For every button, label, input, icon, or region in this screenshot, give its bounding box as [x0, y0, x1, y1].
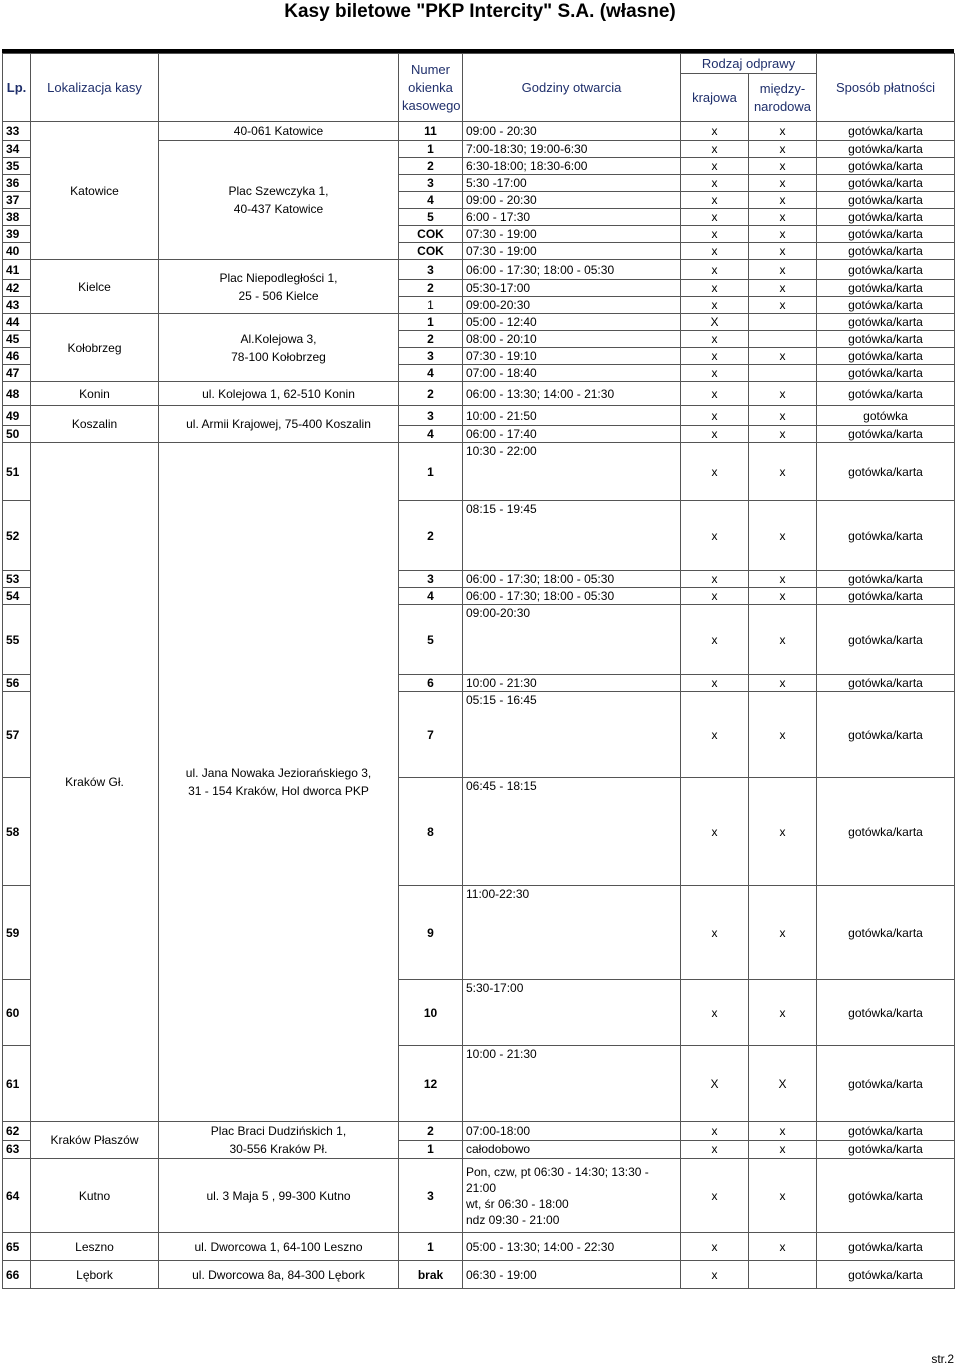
international-mark: x: [749, 141, 817, 158]
domestic-mark: x: [681, 141, 749, 158]
payment-method: gotówka/karta: [817, 175, 955, 192]
row-number: 66: [3, 1261, 31, 1289]
international-mark: x: [749, 886, 817, 980]
international-mark: [749, 314, 817, 331]
domestic-mark: x: [681, 406, 749, 426]
domestic-mark: X: [681, 1046, 749, 1122]
payment-method: gotówka/karta: [817, 226, 955, 243]
window-number: 2: [399, 501, 463, 571]
window-number: 1: [399, 314, 463, 331]
international-mark: x: [749, 501, 817, 571]
opening-hours: Pon, czw, pt 06:30 - 14:30; 13:30 - 21:00 wt, śr 06:30 - 18:00 ndz 09:30 - 21:00: [463, 1159, 681, 1233]
international-mark: x: [749, 1159, 817, 1233]
table-row: [3, 122, 955, 141]
opening-hours: 10:30 - 22:00: [463, 443, 681, 501]
domestic-mark: x: [681, 192, 749, 209]
payment-method: gotówka/karta: [817, 348, 955, 365]
payment-method: gotówka/karta: [817, 675, 955, 692]
payment-method: gotówka/karta: [817, 297, 955, 314]
international-mark: x: [749, 1233, 817, 1261]
window-number: 10: [399, 980, 463, 1046]
opening-hours: 05:00 - 13:30; 14:00 - 22:30: [463, 1233, 681, 1261]
ticket-office-table: [2, 53, 955, 1289]
col-header-domestic: krajowa: [681, 74, 749, 122]
payment-method: gotówka/karta: [817, 243, 955, 260]
payment-method: gotówka/karta: [817, 501, 955, 571]
row-number: 33: [3, 122, 31, 141]
payment-method: gotówka/karta: [817, 1046, 955, 1122]
col-header-window: Numer okienka kasowego: [399, 54, 463, 122]
window-number: 1: [399, 443, 463, 501]
international-mark: x: [749, 348, 817, 365]
opening-hours: 07:00-18:00: [463, 1122, 681, 1141]
row-number: 63: [3, 1140, 31, 1159]
opening-hours: 07:30 - 19:00: [463, 226, 681, 243]
window-number: 6: [399, 675, 463, 692]
opening-hours: 5:30 -17:00: [463, 175, 681, 192]
window-number: 4: [399, 588, 463, 605]
window-number: 12: [399, 1046, 463, 1122]
row-number: 40: [3, 243, 31, 260]
window-number: 1: [399, 1233, 463, 1261]
international-mark: x: [749, 675, 817, 692]
domestic-mark: x: [681, 348, 749, 365]
international-mark: x: [749, 260, 817, 280]
table-row: [3, 260, 955, 280]
row-number: 41: [3, 260, 31, 280]
city-name: Kutno: [31, 1159, 159, 1233]
payment-method: gotówka/karta: [817, 260, 955, 280]
international-mark: x: [749, 426, 817, 443]
col-header-lp: Lp.: [3, 54, 31, 122]
window-number: 3: [399, 571, 463, 588]
address: ul. Dworcowa 8a, 84-300 Lębork: [159, 1261, 399, 1289]
payment-method: gotówka/karta: [817, 382, 955, 406]
row-number: 35: [3, 158, 31, 175]
col-header-hours: Godziny otwarcia: [463, 54, 681, 122]
payment-method: gotówka/karta: [817, 158, 955, 175]
window-number: 1: [399, 141, 463, 158]
opening-hours: 06:00 - 17:40: [463, 426, 681, 443]
address: Plac Braci Dudzińskich 1, 30-556 Kraków Pł.: [159, 1122, 399, 1159]
payment-method: gotówka/karta: [817, 778, 955, 886]
address: Plac Niepodległości 1, 25 - 506 Kielce: [159, 260, 399, 314]
international-mark: x: [749, 778, 817, 886]
row-number: 60: [3, 980, 31, 1046]
payment-method: gotówka/karta: [817, 365, 955, 382]
opening-hours: 09:00-20:30: [463, 297, 681, 314]
address: 40-061 Katowice: [159, 122, 399, 141]
international-mark: x: [749, 226, 817, 243]
international-mark: x: [749, 209, 817, 226]
international-mark: x: [749, 158, 817, 175]
payment-method: gotówka/karta: [817, 1261, 955, 1289]
city-name: Koszalin: [31, 406, 159, 443]
international-mark: x: [749, 175, 817, 192]
domestic-mark: x: [681, 443, 749, 501]
payment-method: gotówka/karta: [817, 588, 955, 605]
row-number: 34: [3, 141, 31, 158]
payment-method: gotówka/karta: [817, 1140, 955, 1159]
payment-method: gotówka/karta: [817, 443, 955, 501]
row-number: 39: [3, 226, 31, 243]
address: ul. Jana Nowaka Jeziorańskiego 3, 31 - 154 Kraków, Hol dworca PKP: [159, 443, 399, 1122]
window-number: 4: [399, 426, 463, 443]
table-row: [3, 314, 955, 331]
col-header-ticket-type: Rodzaj odprawy: [681, 54, 817, 74]
window-number: 11: [399, 122, 463, 141]
opening-hours: 09:00 - 20:30: [463, 122, 681, 141]
row-number: 54: [3, 588, 31, 605]
payment-method: gotówka/karta: [817, 571, 955, 588]
table-row: [3, 1261, 955, 1289]
payment-method: gotówka/karta: [817, 1233, 955, 1261]
international-mark: x: [749, 692, 817, 778]
window-number: 4: [399, 365, 463, 382]
window-number: 2: [399, 331, 463, 348]
payment-method: gotówka/karta: [817, 692, 955, 778]
city-name: Kraków Płaszów: [31, 1122, 159, 1159]
opening-hours: 09:00-20:30: [463, 605, 681, 675]
city-name: Kraków Gł.: [31, 443, 159, 1122]
row-number: 48: [3, 382, 31, 406]
window-number: 2: [399, 280, 463, 297]
row-number: 65: [3, 1233, 31, 1261]
international-mark: X: [749, 1046, 817, 1122]
payment-method: gotówka/karta: [817, 331, 955, 348]
window-number: 2: [399, 1122, 463, 1141]
window-number: 4: [399, 192, 463, 209]
city-name: Kielce: [31, 260, 159, 314]
international-mark: x: [749, 280, 817, 297]
opening-hours: 06:00 - 17:30; 18:00 - 05:30: [463, 571, 681, 588]
international-mark: x: [749, 297, 817, 314]
opening-hours: 07:30 - 19:10: [463, 348, 681, 365]
city-name: Kołobrzeg: [31, 314, 159, 382]
window-number: 3: [399, 348, 463, 365]
payment-method: gotówka/karta: [817, 192, 955, 209]
row-number: 50: [3, 426, 31, 443]
window-number: 5: [399, 605, 463, 675]
domestic-mark: x: [681, 243, 749, 260]
opening-hours: 05:30-17:00: [463, 280, 681, 297]
international-mark: x: [749, 1140, 817, 1159]
row-number: 43: [3, 297, 31, 314]
row-number: 52: [3, 501, 31, 571]
domestic-mark: x: [681, 158, 749, 175]
window-number: 7: [399, 692, 463, 778]
opening-hours: całodobowo: [463, 1140, 681, 1159]
opening-hours: 06:45 - 18:15: [463, 778, 681, 886]
table-row: [3, 1159, 955, 1233]
international-mark: x: [749, 588, 817, 605]
opening-hours: 11:00-22:30: [463, 886, 681, 980]
table-row: [3, 406, 955, 426]
address: Plac Szewczyka 1, 40-437 Katowice: [159, 141, 399, 260]
table-row: [3, 443, 955, 501]
table-row: [3, 382, 955, 406]
opening-hours: 06:30 - 19:00: [463, 1261, 681, 1289]
international-mark: [749, 365, 817, 382]
window-number: 2: [399, 382, 463, 406]
row-number: 51: [3, 443, 31, 501]
domestic-mark: x: [681, 1261, 749, 1289]
opening-hours: 08:15 - 19:45: [463, 501, 681, 571]
domestic-mark: x: [681, 175, 749, 192]
table-row: [3, 1122, 955, 1141]
payment-method: gotówka/karta: [817, 605, 955, 675]
window-number: COK: [399, 243, 463, 260]
city-name: Katowice: [31, 122, 159, 260]
domestic-mark: x: [681, 426, 749, 443]
col-header-location: Lokalizacja kasy: [31, 54, 159, 122]
row-number: 58: [3, 778, 31, 886]
window-number: COK: [399, 226, 463, 243]
international-mark: x: [749, 571, 817, 588]
international-mark: x: [749, 122, 817, 141]
domestic-mark: x: [681, 365, 749, 382]
address: ul. Dworcowa 1, 64-100 Leszno: [159, 1233, 399, 1261]
international-mark: x: [749, 1122, 817, 1141]
row-number: 49: [3, 406, 31, 426]
payment-method: gotówka/karta: [817, 426, 955, 443]
window-number: 1: [399, 1140, 463, 1159]
window-number: 3: [399, 406, 463, 426]
opening-hours: 06:00 - 13:30; 14:00 - 21:30: [463, 382, 681, 406]
international-mark: x: [749, 980, 817, 1046]
row-number: 61: [3, 1046, 31, 1122]
page-title: Kasy biletowe "PKP Intercity" S.A. (własne): [284, 1, 676, 22]
domestic-mark: x: [681, 778, 749, 886]
international-mark: x: [749, 406, 817, 426]
city-name: Lębork: [31, 1261, 159, 1289]
window-number: 9: [399, 886, 463, 980]
payment-method: gotówka/karta: [817, 280, 955, 297]
domestic-mark: x: [681, 886, 749, 980]
payment-method: gotówka/karta: [817, 122, 955, 141]
international-mark: [749, 1261, 817, 1289]
opening-hours: 06:00 - 17:30; 18:00 - 05:30: [463, 260, 681, 280]
domestic-mark: x: [681, 1122, 749, 1141]
address: ul. Kolejowa 1, 62-510 Konin: [159, 382, 399, 406]
domestic-mark: x: [681, 588, 749, 605]
international-mark: x: [749, 192, 817, 209]
row-number: 37: [3, 192, 31, 209]
page-number: str.2: [931, 1352, 954, 1366]
row-number: 47: [3, 365, 31, 382]
payment-method: gotówka/karta: [817, 141, 955, 158]
row-number: 45: [3, 331, 31, 348]
domestic-mark: x: [681, 1140, 749, 1159]
row-number: 38: [3, 209, 31, 226]
domestic-mark: x: [681, 571, 749, 588]
international-mark: x: [749, 605, 817, 675]
domestic-mark: x: [681, 260, 749, 280]
domestic-mark: x: [681, 501, 749, 571]
opening-hours: 10:00 - 21:30: [463, 1046, 681, 1122]
city-name: Leszno: [31, 1233, 159, 1261]
payment-method: gotówka/karta: [817, 1122, 955, 1141]
row-number: 59: [3, 886, 31, 980]
opening-hours: 10:00 - 21:50: [463, 406, 681, 426]
city-name: Konin: [31, 382, 159, 406]
window-number: 8: [399, 778, 463, 886]
payment-method: gotówka/karta: [817, 1159, 955, 1233]
opening-hours: 5:30-17:00: [463, 980, 681, 1046]
domestic-mark: x: [681, 122, 749, 141]
domestic-mark: x: [681, 1159, 749, 1233]
domestic-mark: x: [681, 980, 749, 1046]
international-mark: [749, 331, 817, 348]
domestic-mark: x: [681, 605, 749, 675]
row-number: 64: [3, 1159, 31, 1233]
row-number: 55: [3, 605, 31, 675]
opening-hours: 08:00 - 20:10: [463, 331, 681, 348]
opening-hours: 09:00 - 20:30: [463, 192, 681, 209]
international-mark: x: [749, 243, 817, 260]
domestic-mark: x: [681, 297, 749, 314]
row-number: 57: [3, 692, 31, 778]
window-number: 1: [399, 297, 463, 314]
col-header-payment: Sposób płatności: [817, 54, 955, 122]
domestic-mark: x: [681, 331, 749, 348]
domestic-mark: x: [681, 226, 749, 243]
col-header-international: między-narodowa: [749, 74, 817, 122]
opening-hours: 06:00 - 17:30; 18:00 - 05:30: [463, 588, 681, 605]
payment-method: gotówka/karta: [817, 886, 955, 980]
domestic-mark: x: [681, 1233, 749, 1261]
opening-hours: 07:00 - 18:40: [463, 365, 681, 382]
domestic-mark: x: [681, 209, 749, 226]
payment-method: gotówka/karta: [817, 314, 955, 331]
opening-hours: 6:00 - 17:30: [463, 209, 681, 226]
row-number: 62: [3, 1122, 31, 1141]
opening-hours: 05:15 - 16:45: [463, 692, 681, 778]
window-number: 3: [399, 175, 463, 192]
row-number: 56: [3, 675, 31, 692]
opening-hours: 7:00-18:30; 19:00-6:30: [463, 141, 681, 158]
domestic-mark: x: [681, 280, 749, 297]
payment-method: gotówka/karta: [817, 209, 955, 226]
row-number: 36: [3, 175, 31, 192]
payment-method: gotówka: [817, 406, 955, 426]
domestic-mark: X: [681, 314, 749, 331]
col-header-location-address: [159, 54, 399, 122]
window-number: 5: [399, 209, 463, 226]
window-number: 3: [399, 260, 463, 280]
row-number: 53: [3, 571, 31, 588]
opening-hours: 10:00 - 21:30: [463, 675, 681, 692]
row-number: 46: [3, 348, 31, 365]
international-mark: x: [749, 382, 817, 406]
address: ul. 3 Maja 5 , 99-300 Kutno: [159, 1159, 399, 1233]
row-number: 42: [3, 280, 31, 297]
table-row: [3, 1233, 955, 1261]
opening-hours: 07:30 - 19:00: [463, 243, 681, 260]
address: Al.Kolejowa 3, 78-100 Kołobrzeg: [159, 314, 399, 382]
domestic-mark: x: [681, 675, 749, 692]
row-number: 44: [3, 314, 31, 331]
domestic-mark: x: [681, 692, 749, 778]
domestic-mark: x: [681, 382, 749, 406]
opening-hours: 6:30-18:00; 18:30-6:00: [463, 158, 681, 175]
international-mark: x: [749, 443, 817, 501]
window-number: 2: [399, 158, 463, 175]
window-number: brak: [399, 1261, 463, 1289]
address: ul. Armii Krajowej, 75-400 Koszalin: [159, 406, 399, 443]
payment-method: gotówka/karta: [817, 980, 955, 1046]
opening-hours: 05:00 - 12:40: [463, 314, 681, 331]
window-number: 3: [399, 1159, 463, 1233]
